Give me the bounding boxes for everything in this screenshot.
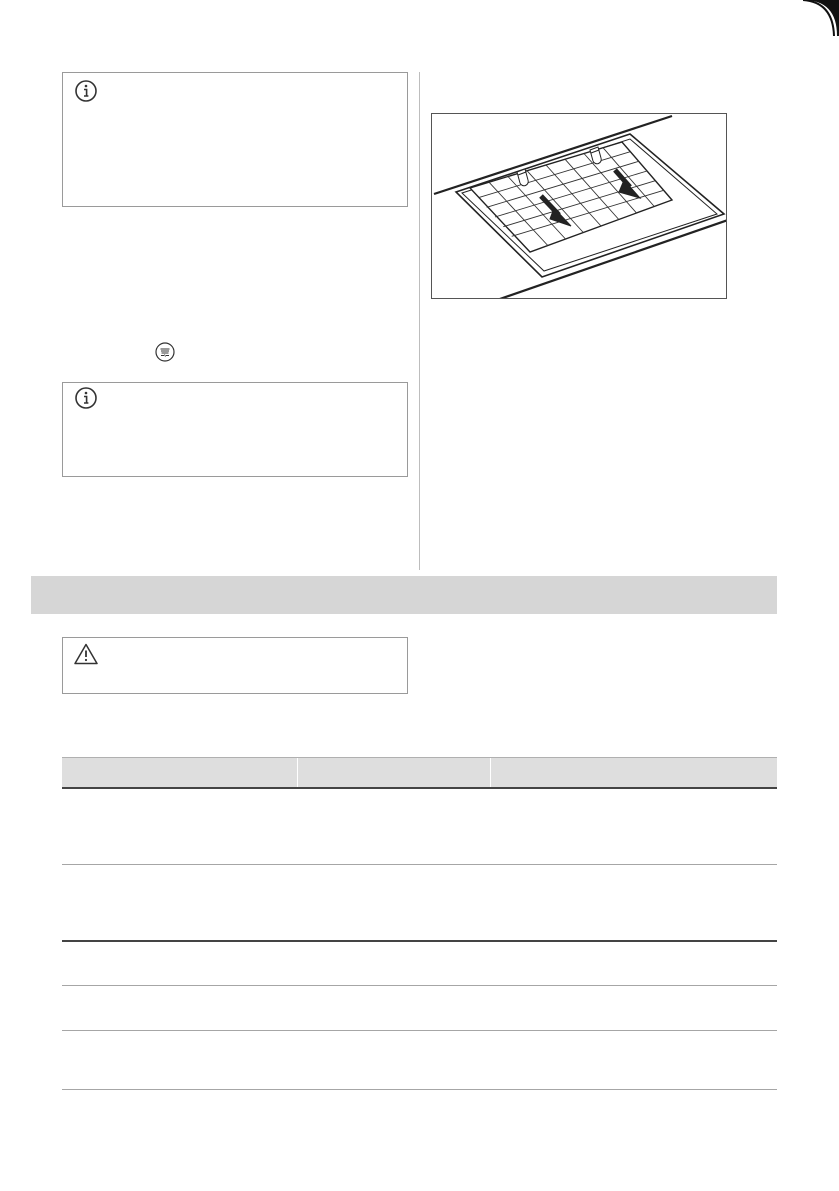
info-circle-icon: [74, 386, 98, 410]
troubleshooting-table-header: [62, 757, 777, 789]
table-row-rule: [62, 1089, 777, 1090]
info-circle-icon: [74, 79, 98, 103]
table-row-rule: [62, 1030, 777, 1031]
header-col-separator: [490, 758, 491, 789]
column-divider: [419, 72, 420, 570]
grease-filter-illustration: [431, 113, 727, 299]
table-header-rule: [62, 787, 777, 789]
table-row-rule: [62, 985, 777, 986]
grease-filter-drawing: [432, 114, 727, 299]
section-heading-band: [31, 576, 777, 614]
warning-triangle-icon: [74, 643, 98, 665]
warning-note-box: [62, 637, 408, 694]
info-note-box-1: [62, 72, 408, 207]
page-tab-marker-icon: [803, 0, 839, 36]
filter-reset-symbol-icon: [155, 342, 175, 362]
info-note-box-2: [62, 382, 408, 477]
table-row-rule: [62, 864, 777, 865]
header-col-separator: [297, 758, 298, 789]
table-group-rule: [62, 940, 777, 942]
